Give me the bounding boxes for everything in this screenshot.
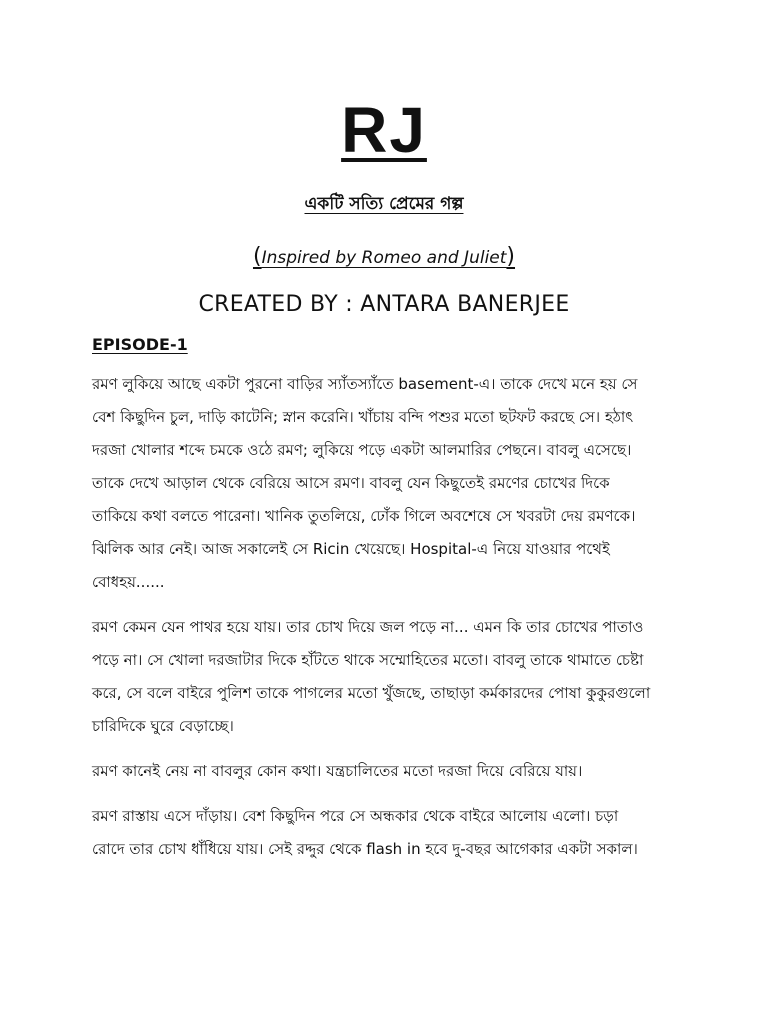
paragraph-line: তাকে দেখে আড়াল থেকে বেরিয়ে আসে রমণ। বাবলু যেন কিছুতেই রমণের চোখের দিকে — [92, 474, 610, 492]
subtitle-text: একটি সত্যি প্রেমের গল্প — [304, 194, 464, 214]
inspired-open-paren: ( — [252, 244, 262, 269]
paragraph-line: করে, সে বলে বাইরে পুলিশ তাকে পাগলের মতো খুঁজছে, তাছাড়া কর্মকারদের পোষা কুকুরগুলো — [92, 684, 651, 702]
paragraph-line: রমণ লুকিয়ে আছে একটা পুরনো বাড়ির স্যাঁতস্যাঁতে basement-এ। তাকে দেখে মনে হয় সে — [92, 375, 638, 393]
paragraph-4 — [92, 800, 692, 866]
paragraph-line: পড়ে না। সে খোলা দরজাটার দিকে হাঁটতে থাকে সম্মোহিতের মতো। বাবলু তাকে থামাতে চেষ্টা — [92, 651, 644, 669]
paragraph-line: রমণ কানেই নেয় না বাবলুর কোন কথা। যন্ত্রচালিতের মতো দরজা দিয়ে বেরিয়ে যায়। — [92, 762, 583, 780]
paragraph-line: দরজা খোলার শব্দে চমকে ওঠে রমণ; লুকিয়ে পড়ে একটা আলমারির পেছনে। বাবলু এসেছে। — [92, 441, 632, 459]
paragraph-2 — [92, 611, 692, 743]
paragraph-line: তাকিয়ে কথা বলতে পারেনা। খানিক তুতলিয়ে, ঢোঁক গিলে অবশেষে সে খবরটা দেয় রমণকে। — [92, 507, 636, 525]
inspired-by-line — [0, 242, 768, 273]
author-credit: CREATED BY : ANTARA BANERJEE — [198, 292, 570, 317]
paragraph-line: রমণ রাস্তায় এসে দাঁড়ায়। বেশ কিছুদিন পরে সে অন্ধকার থেকে বাইরে আলোয় এলো। চড়া — [92, 807, 619, 825]
document-title — [0, 94, 768, 166]
episode-heading: EPISODE-1 — [92, 335, 188, 354]
document-subtitle — [0, 190, 768, 218]
paragraph-line: রোদে তার চোখ ধাঁধিয়ে যায়। সেই রদ্দুর থেকে flash in হবে দু-বছর আগেকার একটা সকাল। — [92, 840, 638, 858]
title-text: RJ — [341, 94, 427, 166]
paragraph-3 — [92, 755, 692, 788]
paragraph-line: চারিদিকে ঘুরে বেড়াচ্ছে। — [92, 717, 234, 735]
paragraph-line: বোধহয়...... — [92, 573, 165, 591]
paragraph-1 — [92, 368, 692, 599]
paragraph-line: রমণ কেমন যেন পাথর হয়ে যায়। তার চোখ দিয়ে জল পড়ে না... এমন কি তার চোখের পাতাও — [92, 618, 644, 636]
paragraph-line: বেশ কিছুদিন চুল, দাড়ি কাটেনি; স্নান করেনি। খাঁচায় বন্দি পশুর মতো ছটফট করছে সে। হঠাৎ — [92, 408, 634, 426]
inspired-text: Inspired by Romeo and Juliet — [261, 248, 507, 268]
inspired-close-paren: ) — [506, 244, 516, 269]
paragraph-line: ঝিলিক আর নেই। আজ সকালেই সে Ricin খেয়েছে। Hospital-এ নিয়ে যাওয়ার পথেই — [92, 540, 610, 558]
